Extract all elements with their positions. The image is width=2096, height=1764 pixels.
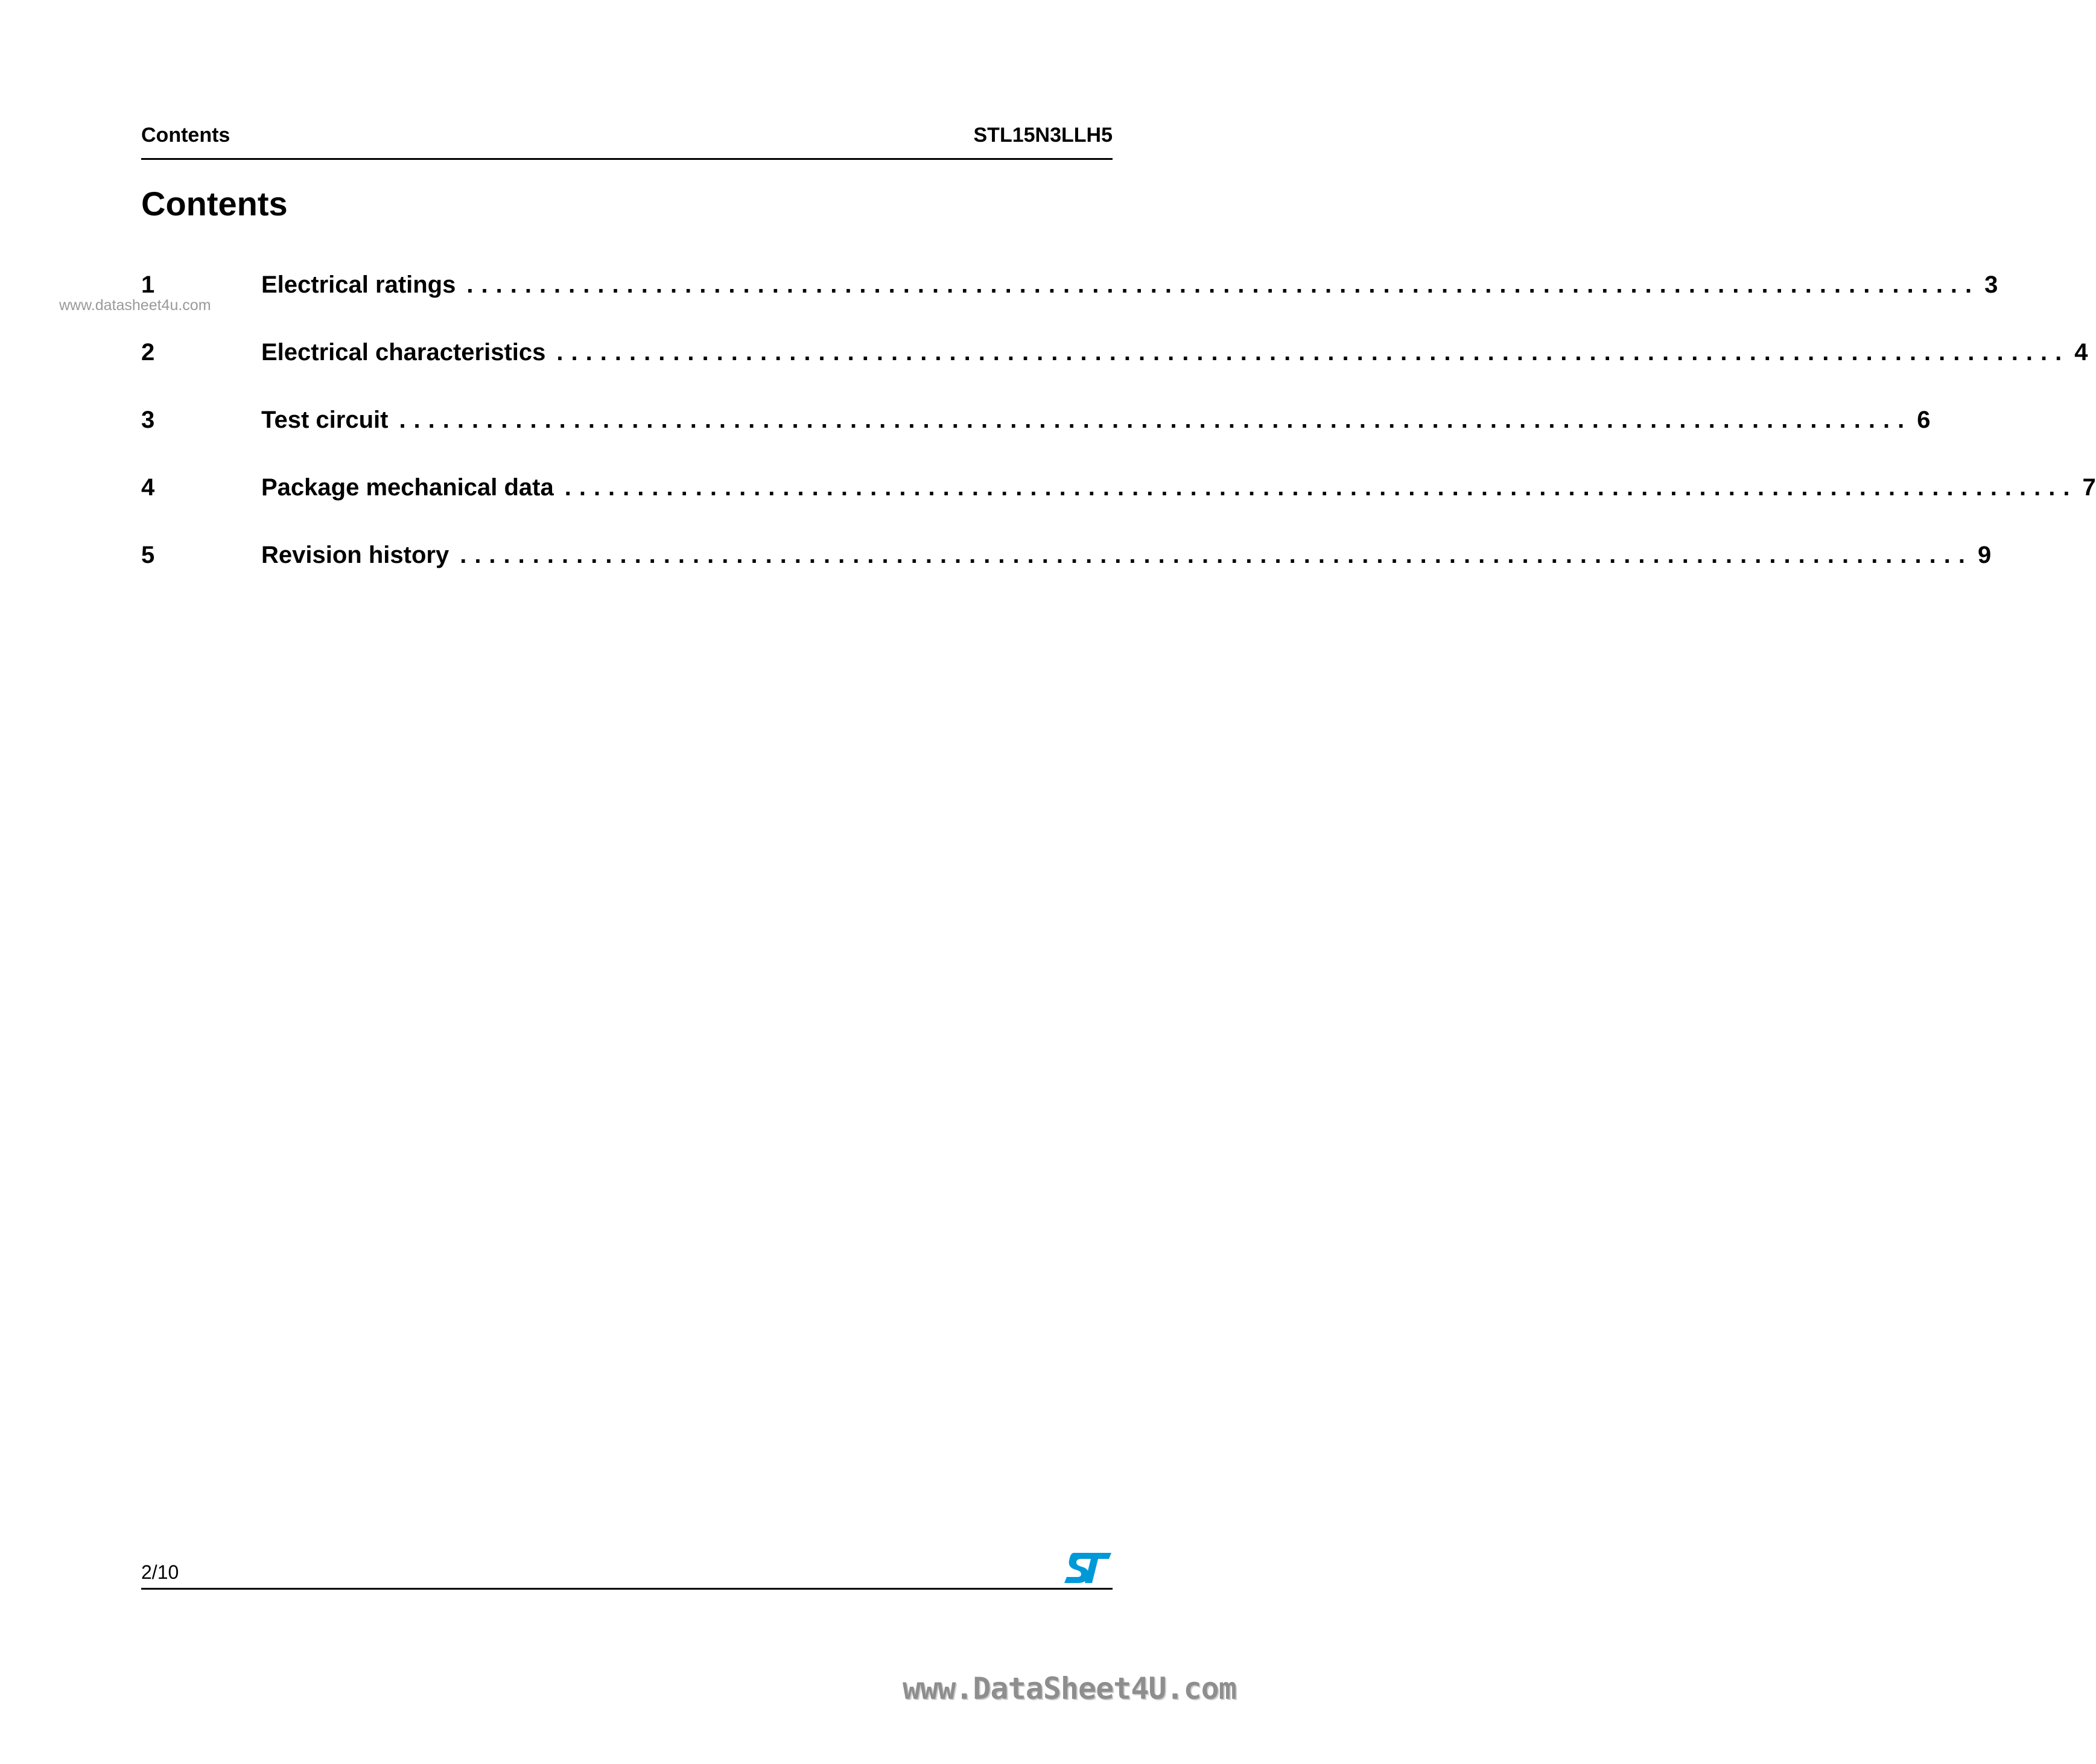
toc-title: Package mechanical data [261,474,554,501]
watermark-big: www.DataSheet4U.com [903,1671,1236,1706]
toc-number: 5 [141,542,155,568]
toc-entry-electrical-characteristics[interactable] [141,336,2088,404]
header-section: Contents [141,124,230,147]
watermark-small: www.datasheet4u.com [59,297,211,314]
toc-number: 1 [141,271,155,298]
toc-entry-revision-history[interactable] [141,539,1992,606]
toc-leader-dots: ........................................................................................................ [466,271,1980,298]
toc-leader-dots: ........................................................................................................ [564,474,2078,501]
toc-leader-dots: ........................................................................................................ [556,339,2070,366]
toc-entry-test-circuit[interactable] [141,404,1931,471]
table-of-contents [141,268,2096,606]
toc-page-number: 7 [2082,474,2096,501]
page-title: Contents [141,185,288,223]
toc-title: Test circuit [261,407,389,433]
toc-page-number: 4 [2074,339,2088,366]
toc-number: 4 [141,474,155,501]
page-indicator: 2/10 [141,1561,179,1583]
toc-number: 3 [141,407,155,433]
toc-title: Electrical ratings [261,271,456,298]
toc-leader-dots: ........................................................................................................ [399,407,1913,433]
toc-page-number: 3 [1984,271,1998,298]
toc-entry-package-mechanical-data[interactable] [141,471,2096,539]
st-logo-icon [1063,1552,1113,1584]
toc-leader-dots: ........................................................................................................ [460,542,1973,568]
page-footer [141,1552,1113,1590]
page-header [141,121,1113,160]
toc-page-number: 9 [1977,542,1992,568]
toc-title: Revision history [261,542,449,568]
toc-page-number: 6 [1917,407,1931,433]
toc-number: 2 [141,339,155,366]
toc-title: Electrical characteristics [261,339,546,366]
header-part-number: STL15N3LLH5 [973,124,1113,147]
toc-entry-electrical-ratings[interactable] [141,268,1998,336]
